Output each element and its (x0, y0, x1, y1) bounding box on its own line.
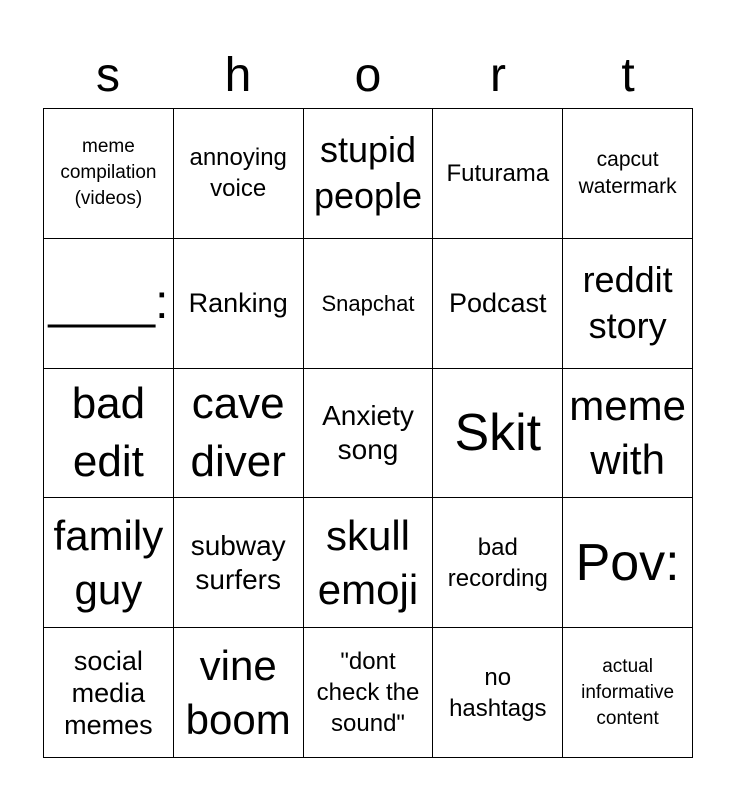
bingo-cell[interactable]: bad recording (433, 498, 563, 628)
bingo-cell[interactable]: reddit story (563, 239, 693, 369)
bingo-cell[interactable]: vine boom (174, 628, 304, 758)
bingo-cell[interactable]: family guy (44, 498, 174, 628)
bingo-cell[interactable]: skull emoji (304, 498, 434, 628)
bingo-cell[interactable]: subway surfers (174, 498, 304, 628)
header-letter-r: r (490, 49, 506, 102)
bingo-cell[interactable]: Anxiety song (304, 369, 434, 499)
bingo-cell[interactable]: Snapchat (304, 239, 434, 369)
header-letter-h: h (224, 49, 252, 102)
header-letter-o: o (354, 49, 382, 102)
header-letter-s: s (96, 49, 120, 102)
bingo-cell[interactable]: no hashtags (433, 628, 563, 758)
bingo-cell[interactable]: meme with (563, 369, 693, 499)
bingo-cell[interactable]: "dont check the sound" (304, 628, 434, 758)
bingo-cell[interactable]: actual informative content (563, 628, 693, 758)
bingo-cell[interactable]: social media memes (44, 628, 174, 758)
bingo-cell[interactable]: stupid people (304, 109, 434, 239)
bingo-cell[interactable]: Podcast (433, 239, 563, 369)
bingo-cell[interactable]: meme compilation (videos) (44, 109, 174, 239)
bingo-cell[interactable]: ____: (44, 239, 174, 369)
bingo-cell[interactable]: annoying voice (174, 109, 304, 239)
bingo-cell[interactable]: capcut watermark (563, 109, 693, 239)
bingo-cell[interactable]: Ranking (174, 239, 304, 369)
bingo-cell[interactable]: Pov: (563, 498, 693, 628)
bingo-cell[interactable]: cave diver (174, 369, 304, 499)
header-letter-t: t (621, 49, 635, 102)
bingo-grid (43, 108, 693, 758)
bingo-header (43, 44, 693, 108)
bingo-cell[interactable]: Futurama (433, 109, 563, 239)
bingo-cell[interactable]: Skit (433, 369, 563, 499)
bingo-cell[interactable]: bad edit (44, 369, 174, 499)
